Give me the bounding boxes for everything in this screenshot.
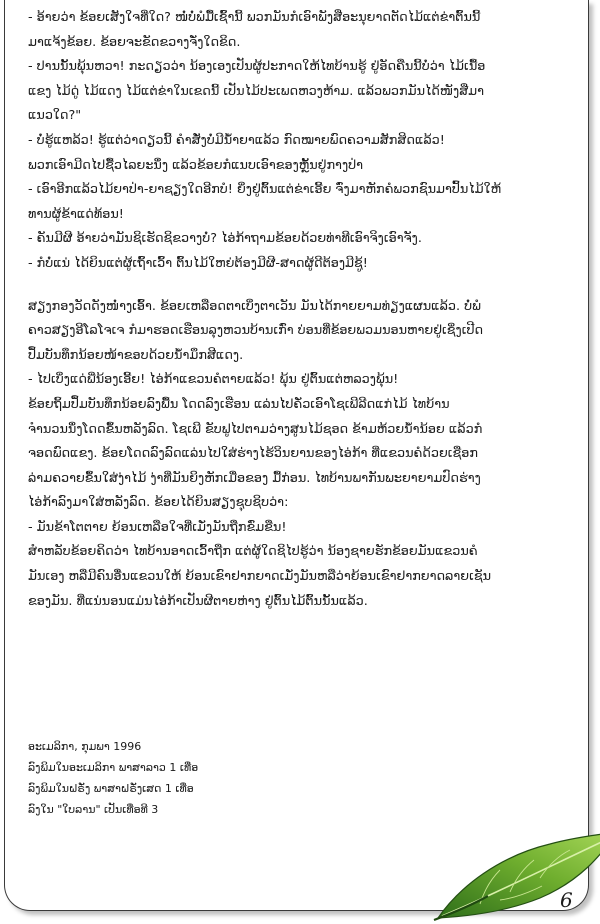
signoff-line: ລົງພິມໃນຝຣັ່ງ ພາສາຝຣັ່ງເສດ 1 ເທື່ອ [28,782,194,795]
text-line: - ໄປເບິ່ງແດ່ພີ່ນ້ອງເອີ້ຍ! ໄອ່ກ້າແຂວນຄໍຕາຍແລ້ວ! ພຸ້ນ ຢູ່ຕົ້ນແຕ່ຫລວງພຸ້ນ! [28,372,399,388]
leaf-icon [430,826,600,924]
dialogue-section [28,6,574,277]
text-line: ແຂງ ໄມ້ດູ່ ໄມ້ແດງ ໄມ້ແຕ່ຂ່າໃນເຂດນີ້ ເປັນໄມ້ປະເພດຫວງຫ້າມ. ແລ້ວພວກມັນໄດ້ໜັງສືມາ [28,83,485,99]
text-line: - ເອົາອີກແລ້ວໄມ້ຍາປ່າ-ຍາຊຽງໃດອີກບໍ! ຍິ່ງຢູ່ຕົ້ນແຕ່ຂ່າເອີ້ຍ ຈົ່ງມາຫັກຄໍພວກຊົນມາປົ້ນໄມ້ໃຫ້ [28,182,502,198]
text-line: ໄອ່ກ້າລົງມາໃສ່ຫລັງລົດ. ຂ້ອຍໄດ້ຍິນສຽງຊຸບຊິບວ່າ: [28,495,289,511]
text-line: ສຳຫລັບຂ້ອຍຄິດວ່າ ໄທບ້ານອາດເວົ້າຖືກ ແຕ່ຜູ້ໃດຊິໄປຮູ້ວ່າ ນ້ອງຊາຍຮັກຂ້ອຍມັນແຂວນຄໍ [28,544,478,560]
signoff-line: ລົງພິມໃນອະເມລິກາ ພາສາລາວ 1 ເທື່ອ [28,761,199,774]
text-line: - ຄັນມີຜີ ອ້າຍວ່າມັນຊິເຮັດຊິຂວາງບໍ່? ໄອ່ກ້າຖາມຂ້ອຍດ້ວຍທ່າທີເອົາຈິງເອົາຈັງ. [28,231,422,247]
text-line: ທານຜູ້ຂ້າແດ່ທ້ອນ! [28,206,124,222]
signoff-block [28,736,328,820]
text-line: ຈອດພົດແຂງ. ຂ້ອຍໂດດລົງລົດແລ່ນໄປໃສ່ຮ່າງໄຮ້ວິນຍານຂອງໄອ່ກ້າ ທີ່ແຂວນຄໍດ້ວຍເຊືອກ [28,446,478,462]
page-number: 6 [560,888,573,912]
text-line: ສຽງກອງວັດດັງໜໍ່າງເອົ້າ. ຂ້ອຍເຫລືອດຕາເບິ່ງຕາເວັນ ມັນໄດ້ກາຍຍາມທ່ຽງແຜນແລ້ວ. ບໍ່ພໍ [28,298,481,314]
text-line: - ປານນັ້ນພຸ້ນຫວາ! ກະດຽວວ່າ ນ້ອງເອງເປັນຜູ້ປະກາດໃຫ້ໄທບ້ານຮູ້ ຢູ່ອັດຄືນນີ້ບໍ່ວ່າ ໄມ້ເນື້ອ [28,59,486,75]
text-line: - ອ້າຍວ່າ ຂ້ອຍເສັງໃຈທີ່ໃດ? ໜໍ່ບໍ່ພໍມື້ເຊົ້ານີ້ ພວກມັນກໍເອົາພັງສືອະນຸຍາດຕັດໄມ້ແຕ່ຂ່າຕົ້ນນີ້ [28,10,481,25]
text-line: - ມັນຂ້າໂຕຕາຍ ຍ້ອນເຫລືອໃຈທີ່ເມັ່ງມັນຖືກຂົ່ມຂືນ! [28,519,287,535]
text-line: ປຶ້ມບັນທຶກນ້ອຍໜ້າຂອບດ້ວຍນ້ຳມຶກສີແດງ. [28,347,244,363]
text-line: ມັນເອງ ຫລືມີຄົນອື່ນແຂວນໃຫ້ ຍ້ອນເຂົາຢາກຍາດເມັ່ງມັນຫລືວ່າຍ້ອນເຂົາຢາກຍາດລາຍເຊັນ [28,569,492,585]
story-text [28,6,574,614]
text-line: ຄາວສຽງອີໂລໂຈເຈ ກໍມາຮອດເຮືອນລຸງຫວນບ້ານເກົ່າ ບ່ອນທີ່ຂ້ອຍພວມນອນຫາຍຢູ່ເຊິ່ງເປີດ [28,323,484,339]
signoff-line: ລົງໃນ "ໃບລານ" ເປັນເທື່ອທີ 3 [28,803,159,816]
narrative-section [28,295,574,615]
signoff-line: ອະເມລິກາ, ກຸມພາ 1996 [28,740,142,753]
text-line: ຂ້ອຍຖິ້ມປຶ້ມບັນທຶກນ້ອຍລົງພື້ນ ໂດດລົງເຮືອນ ແລ່ນໄປຄັ່ວເອົາໂຊເພີລີດແກ່ໄມ້ ໄທບ້ານ [28,396,450,412]
text-line: ຈຳນວນນຶ່ງໂດດຂຶ້ນຫລັງລົດ. ໂຊເພີ ຂັບຟູໄປຕາມວ່າງສູນໄມ້ຊອດ ຂ້າມຫ້ວຍນ້ຳນ້ອຍ ແລ້ວກໍ [28,421,483,437]
text-line: - ບໍ່ຮູ້ແຫລ້ວ! ຮູ້ແຕ່ວ່າດຽວນີ້ ຄຳສັ່ງບໍ່ມີນ້ຳຍາແລ້ວ ກົດໝາຍພົດຄວາມສັກສິດແລ້ວ! [28,132,445,148]
text-line: ມາແຈ້ງຂ້ອຍ. ຂ້ອຍຈະຂັດຂວາງຈັ່ງໃດຂິດ. [28,34,241,50]
text-line: - ກໍບໍ່ແນ່ ໄດ້ຍິນແຕ່ຜູ້ເຖົ້າເວົ້າ ຕົ້ນໄມ້ໃຫຍ່ຕ້ອງມີຜີ-ສາດຜູ້ດີຕ້ອງມີຊູ້! [28,255,368,271]
text-line: ແນວໃດ?" [28,108,82,124]
text-line: ພວກເອົາມີດໄປຊື້ວໄລຍະນຶ່ງ ແລ້ວຂ້ອຍກໍແນບເອົາຂອງຫຼັ້ນຢູ່ກາງປ່າ [28,157,364,173]
text-line: ລ່າມຄວາຍຂຶ້ນໃສ່ງ່າໄມ້ ງ່າທີ່ມັນຍິງຫັກເມື່ອຂອງ ມື້ກ່ອນ. ໄທບ້ານພາກັນພະຍາຍາມປົດຮ່າງ [28,470,481,486]
text-line: ຂອງມັນ. ທີ່ແນ່ນອນແມ່ນໄອ່ກ້າເປັນຜີຕາຍຫ່າງ ຢູ່ຕົ້ນໄມ້ຕົ້ນນັ້ນແລ້ວ. [28,593,368,609]
